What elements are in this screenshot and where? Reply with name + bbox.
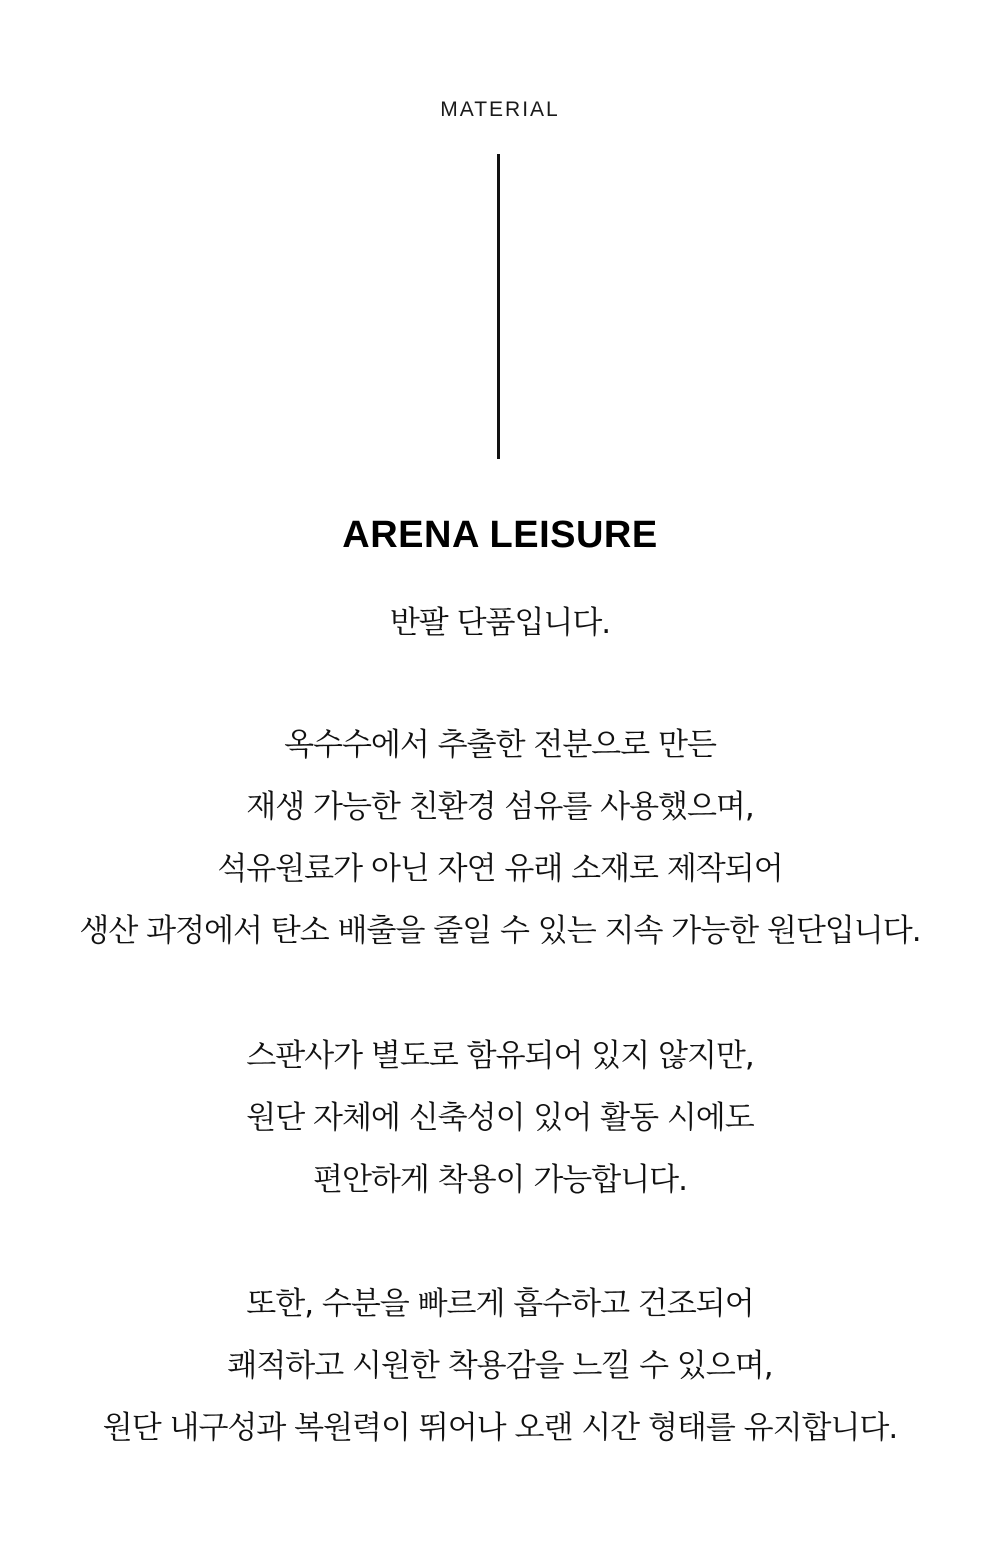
- text-line: 석유원료가 아닌 자연 유래 소재로 제작되어: [217, 851, 783, 887]
- text-line: 옥수수에서 추출한 전분으로 만든: [284, 727, 716, 763]
- paragraph-eco-fiber: [0, 714, 1000, 962]
- paragraph-comfort: [0, 1273, 1000, 1459]
- paragraph-intro: [0, 592, 1000, 654]
- paragraph-stretch: [0, 1025, 1000, 1211]
- text-line: 스판사가 별도로 함유되어 있지 않지만,: [246, 1038, 754, 1074]
- text-line: 편안하게 착용이 가능합니다.: [313, 1162, 687, 1198]
- text-line: 또한, 수분을 빠르게 흡수하고 건조되어: [246, 1286, 754, 1322]
- text-line: 재생 가능한 친환경 섬유를 사용했으며,: [246, 789, 754, 825]
- text-line: 쾌적하고 시원한 착용감을 느낄 수 있으며,: [227, 1348, 773, 1384]
- product-title: ARENA LEISURE: [342, 514, 658, 556]
- text-line: 생산 과정에서 탄소 배출을 줄일 수 있는 지속 가능한 원단입니다.: [79, 913, 921, 949]
- divider-line: [497, 154, 500, 459]
- text-line: 원단 내구성과 복원력이 뛰어나 오랜 시간 형태를 유지합니다.: [102, 1410, 898, 1446]
- text-line: 반팔 단품입니다.: [389, 605, 611, 641]
- section-label: MATERIAL: [440, 98, 560, 121]
- text-line: 원단 자체에 신축성이 있어 활동 시에도: [246, 1100, 754, 1136]
